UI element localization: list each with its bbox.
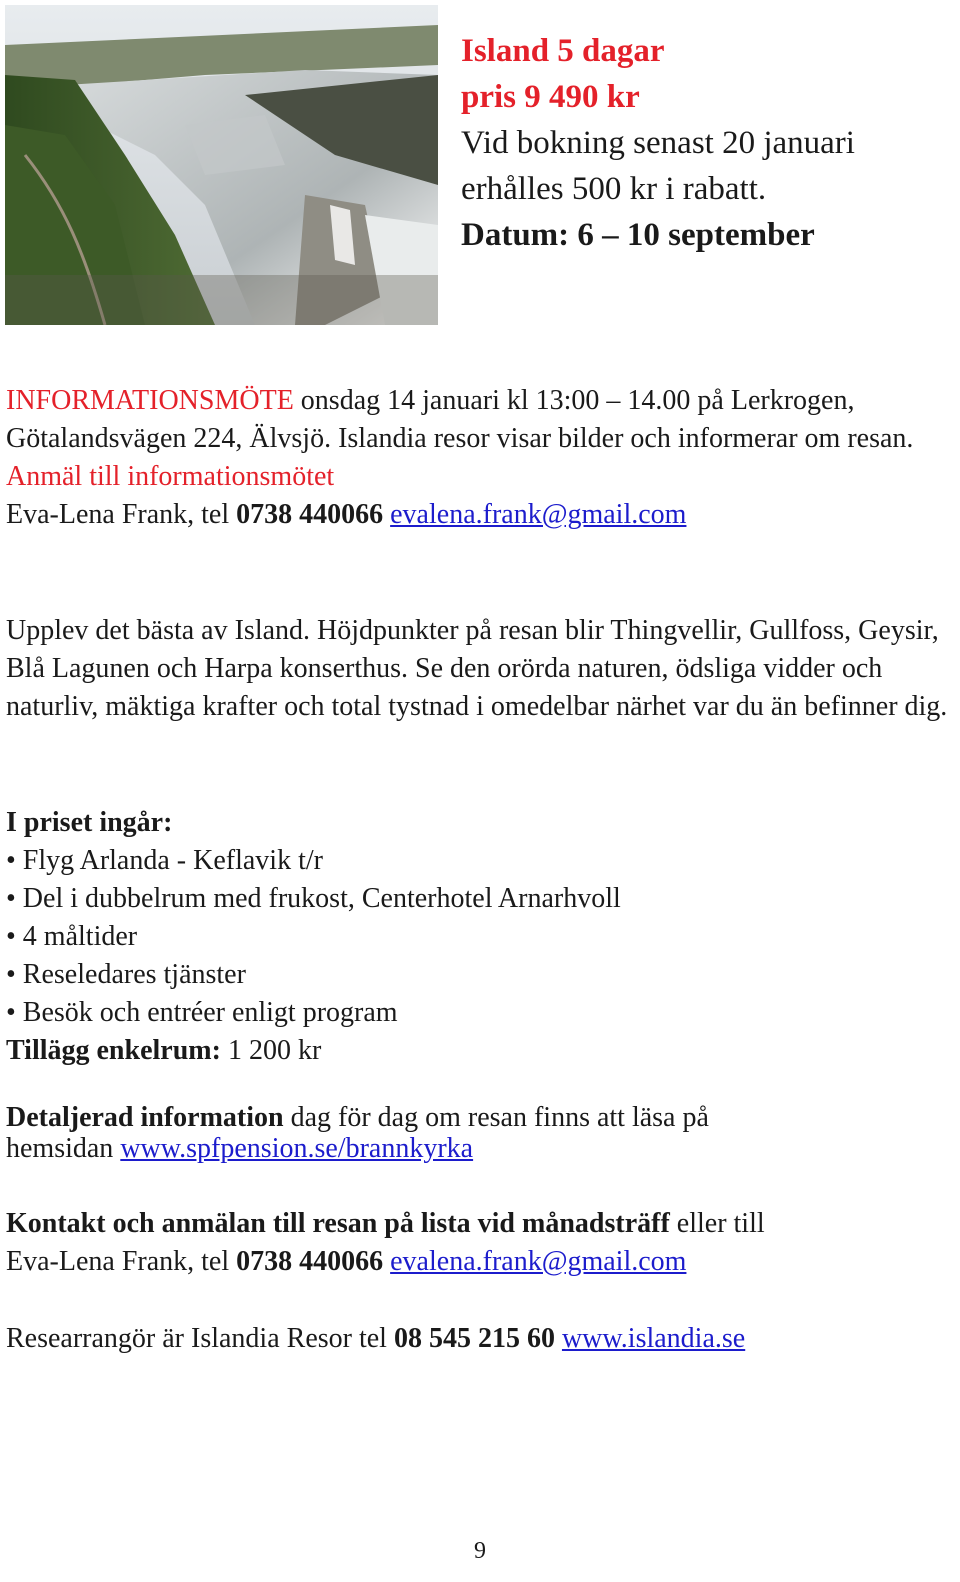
trip-dates: Datum: 6 – 10 september bbox=[461, 217, 815, 253]
included-item: • Flyg Arlanda - Keflavik t/r bbox=[6, 845, 323, 876]
included-section bbox=[6, 804, 954, 1070]
spf-website-link[interactable]: www.spfpension.se/brannkyrka bbox=[120, 1133, 474, 1164]
details-text: dag för dag om resan finns att läsa på bbox=[283, 1102, 709, 1133]
meeting-contact-name: Eva-Lena Frank, tel bbox=[6, 499, 237, 530]
page-number: 9 bbox=[474, 1538, 486, 1564]
single-room-line bbox=[6, 1032, 954, 1070]
included-heading: I priset ingår: bbox=[6, 807, 173, 838]
contact-phone: 0738 440066 bbox=[236, 1246, 384, 1277]
included-item: • Reseledares tjänster bbox=[6, 959, 246, 990]
meeting-contact-line bbox=[6, 496, 954, 534]
contact-section bbox=[6, 1205, 954, 1281]
info-meeting-text: onsdag 14 januari kl 13:00 – 14.00 på Lerkrogen, Götalandsvägen 224, Älvsjö. Islandia resor visar bilder och informerar om resan. bbox=[6, 385, 914, 454]
info-meeting-section bbox=[6, 382, 954, 534]
meeting-email-link[interactable]: evalena.frank@gmail.com bbox=[390, 499, 687, 530]
details-website-prefix: hemsidan bbox=[6, 1133, 121, 1164]
details-section bbox=[6, 1102, 954, 1164]
details-bold: Detaljerad information bbox=[6, 1102, 284, 1133]
single-room-price: 1 200 kr bbox=[220, 1035, 322, 1066]
waterfall-photo bbox=[5, 5, 438, 325]
contact-name: Eva-Lena Frank, tel bbox=[6, 1246, 237, 1277]
single-room-label: Tillägg enkelrum: bbox=[6, 1035, 221, 1066]
meeting-contact-phone: 0738 440066 bbox=[236, 499, 384, 530]
included-item: • Del i dubbelrum med frukost, Centerhotel Arnarhvoll bbox=[6, 883, 621, 914]
organizer-text: Researrangör är Islandia Resor tel bbox=[6, 1323, 394, 1354]
intro-paragraph: Upplev det bästa av Island. Höjdpunkter på resan blir Thingvellir, Gullfoss, Geysir, Blå Lagunen och Harpa konserthus. Se den orörda naturen, ödsliga vidder och naturliv, mäktiga krafter och total tystnad i omedelbar närhet var du än befinner dig. bbox=[6, 615, 948, 722]
included-item: • Besök och entréer enligt program bbox=[6, 997, 398, 1028]
discount-text: Vid bokning senast 20 januari erhålles 500 kr i rabatt. bbox=[461, 125, 855, 207]
trip-price: pris 9 490 kr bbox=[461, 79, 640, 115]
trip-header bbox=[461, 28, 941, 258]
included-item: • 4 måltider bbox=[6, 921, 138, 952]
islandia-website-link[interactable]: www.islandia.se bbox=[561, 1323, 746, 1354]
contact-text: eller till bbox=[669, 1208, 765, 1239]
trip-title: Island 5 dagar bbox=[461, 33, 665, 69]
organizer-line bbox=[6, 1320, 954, 1358]
contact-email-link[interactable]: evalena.frank@gmail.com bbox=[390, 1246, 687, 1277]
signup-text: Anmäl till informationsmötet bbox=[6, 461, 335, 492]
contact-bold: Kontakt och anmälan till resan på lista vid månadsträff bbox=[6, 1208, 670, 1239]
info-meeting-heading: INFORMATIONSMÖTE bbox=[6, 385, 294, 416]
organizer-phone: 08 545 215 60 bbox=[393, 1323, 555, 1354]
